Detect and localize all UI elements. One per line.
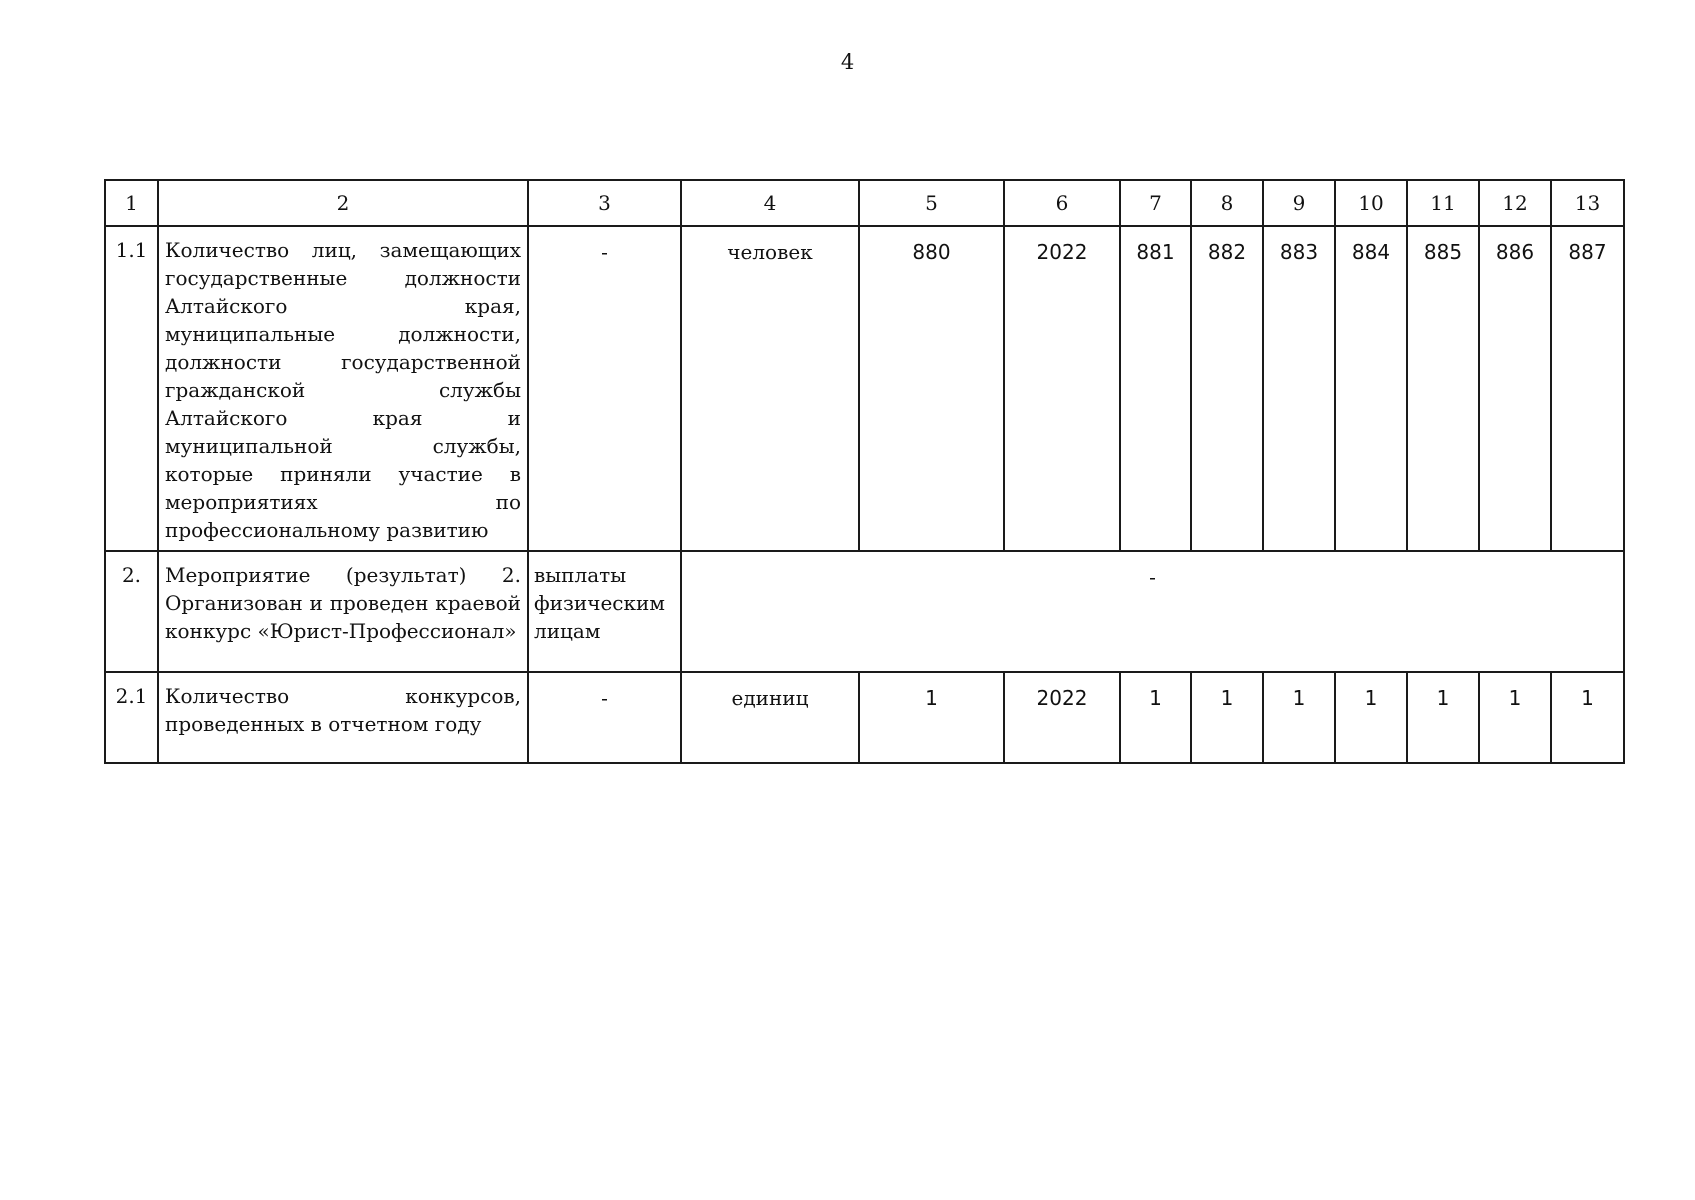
value-cell: 884 bbox=[1335, 226, 1407, 551]
row-number: 2. bbox=[105, 551, 158, 672]
value-cell: 882 bbox=[1191, 226, 1263, 551]
base-value-cell: 880 bbox=[859, 226, 1004, 551]
value-cell: 885 bbox=[1407, 226, 1479, 551]
source-cell: - bbox=[528, 226, 681, 551]
value-cell: 1 bbox=[1120, 672, 1191, 763]
header-cell: 4 bbox=[681, 180, 859, 226]
value-cell: 1 bbox=[1551, 672, 1624, 763]
indicator-name: Количество лиц, замещающих государственные должности Алтайского края, муниципальные должности, должности государственной гражданской службы Алтайского края и муниципальной службы, которые приняли участие в мероприятиях по профессиональному развитию bbox=[158, 226, 528, 551]
base-value-cell: 1 bbox=[859, 672, 1004, 763]
row-number: 1.1 bbox=[105, 226, 158, 551]
header-cell: 1 bbox=[105, 180, 158, 226]
unit-cell: единиц bbox=[681, 672, 859, 763]
header-cell: 6 bbox=[1004, 180, 1120, 226]
header-cell: 5 bbox=[859, 180, 1004, 226]
indicators-table bbox=[104, 179, 1625, 764]
table-row bbox=[105, 672, 1624, 763]
value-cell: 1 bbox=[1407, 672, 1479, 763]
header-cell: 11 bbox=[1407, 180, 1479, 226]
activity-name: Мероприятие (результат) 2. Организован и проведен краевой конкурс «Юрист-Профессионал» bbox=[158, 551, 528, 672]
header-cell: 9 bbox=[1263, 180, 1335, 226]
unit-cell: человек bbox=[681, 226, 859, 551]
value-cell: 1 bbox=[1191, 672, 1263, 763]
header-cell: 12 bbox=[1479, 180, 1551, 226]
indicator-name: Количество конкурсов, проведенных в отчетном году bbox=[158, 672, 528, 763]
value-cell: 886 bbox=[1479, 226, 1551, 551]
value-cell: 1 bbox=[1335, 672, 1407, 763]
value-cell: 1 bbox=[1263, 672, 1335, 763]
header-row bbox=[105, 180, 1624, 226]
value-cell: 881 bbox=[1120, 226, 1191, 551]
value-cell: 887 bbox=[1551, 226, 1624, 551]
table-row bbox=[105, 551, 1624, 672]
header-cell: 2 bbox=[158, 180, 528, 226]
table-row bbox=[105, 226, 1624, 551]
base-year-cell: 2022 bbox=[1004, 226, 1120, 551]
merged-value-cell: - bbox=[681, 551, 1624, 672]
header-cell: 13 bbox=[1551, 180, 1624, 226]
header-cell: 3 bbox=[528, 180, 681, 226]
base-year-cell: 2022 bbox=[1004, 672, 1120, 763]
source-cell: выплаты физическим лицам bbox=[528, 551, 681, 672]
page-number: 4 bbox=[840, 50, 855, 74]
value-cell: 883 bbox=[1263, 226, 1335, 551]
header-cell: 10 bbox=[1335, 180, 1407, 226]
header-cell: 7 bbox=[1120, 180, 1191, 226]
header-cell: 8 bbox=[1191, 180, 1263, 226]
source-cell: - bbox=[528, 672, 681, 763]
value-cell: 1 bbox=[1479, 672, 1551, 763]
row-number: 2.1 bbox=[105, 672, 158, 763]
